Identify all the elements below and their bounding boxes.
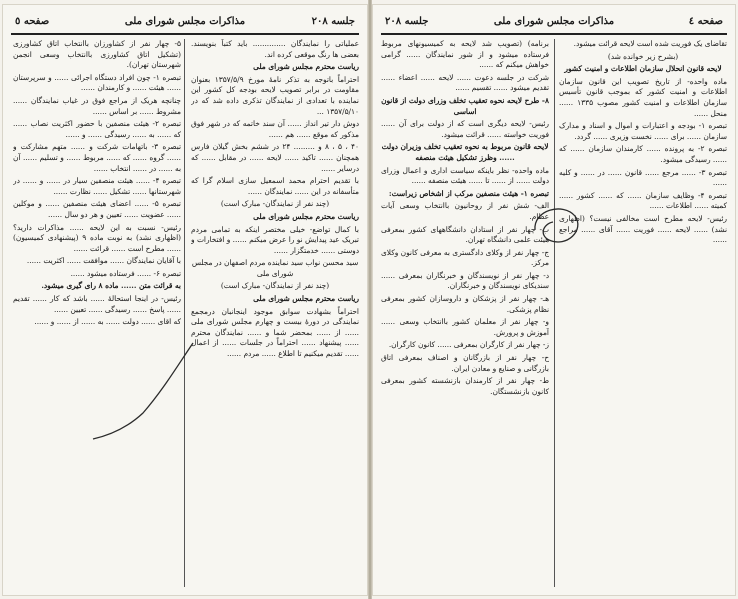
interjection: (بشرح زیر خوانده شد) xyxy=(607,51,679,61)
address-line: ریاست محترم مجلس شورای ملی xyxy=(253,62,359,72)
list-item: الف- شش نفر از روحانیون باانتخاب وسعی آیات عظام. xyxy=(381,201,549,221)
right-page-left-column xyxy=(381,39,549,589)
left-page xyxy=(2,4,368,596)
section-heading: ۸- طرح لایحه نحوه تعقیب تخلف وزرای دولت از قانون اساسی xyxy=(381,95,549,116)
paragraph: رئیس- نسبت به این لایحه ...... مذاکرات دارید؟ (اظهاری نشد) به نوبت ماده ۹ (پیشنهادی کمیسیون) ...... مطرح است ...... قرائت ...... xyxy=(13,222,181,253)
left-page-right-column xyxy=(191,39,359,589)
right-page-header xyxy=(381,13,727,35)
paragraph: با کمال تواضع- خیلی مختصر اینکه به تمامی مردم تبریک عید پیدایش نو را عرض میکنم ...... و افتخارات و دوستی ...... خدمتگزار ...... xyxy=(191,224,359,255)
paragraph: احتراماً باتوجه به تذکر نامهٔ مورخ ۱۳۵۷/۵/۹ بعنوان مقاومت در برابر تصویب لایحه بودجه کل کشور این نماینده با تعدادی از نمایندگان تذکری داده شد که در ۱۳۵۷/۵/۱۰ ... xyxy=(191,74,359,116)
list-item: هـ- چهار نفر از پزشکان و داروسازان کشور بمعرفی نظام پزشکی. xyxy=(381,294,549,314)
list-item: ح- چهار نفر از بازرگانان و اصناف بمعرفی اتاق بازرگانی و صنایع و معادن ایران. xyxy=(381,353,549,373)
right-page xyxy=(372,4,736,596)
paragraph: رئیس- لایحه مطرح است مخالفی نیست؟ (اظهاری نشد) ...... لایحه ...... فوریت ...... آقای ...... مراجع ...... xyxy=(559,213,727,245)
paragraph: تقاضای یک فوریت شده است لایحه قرائت میشود. xyxy=(573,39,727,48)
right-column-divider xyxy=(554,39,555,587)
paragraph: تبصره ۴- ...... هیئت منصفین سیار در ...... و ...... در شهرستانها ...... تشکیل ...... نظارت ...... xyxy=(13,176,181,196)
left-page-left-column xyxy=(13,39,181,589)
paragraph: که اقای ...... دولت ...... به ...... از ...... و ...... xyxy=(34,317,181,327)
paragraph: ماده واحده- از تاریخ تصویب این قانون سازمان اطلاعات و امنیت کشور که بموجب قانون تأسیس سازمان اطلاعات و امنیت کشور مصوب ۱۳۳۵ ...... منحل ...... xyxy=(559,76,727,118)
right-page-number: صفحه ٤ xyxy=(688,16,723,27)
paragraph: تبصره ۱- بودجه و اعتبارات و اموال و اسناد و مدارک سازمان ...... برای ...... نخست وزیری ...... گردد. xyxy=(559,121,727,141)
list-item: و- چهار نفر از معلمان کشور باانتخاب وسعی ...... آموزش و پرورش. xyxy=(381,317,549,337)
paragraph: تبصره ۱- هیئت منصفین مرکب از اشخاص زیراست: xyxy=(388,188,549,198)
interjection: (چند نفر از نمایندگان- مبارک است) xyxy=(220,281,330,291)
list-item: د- چهار نفر از نویسندگان و خبرنگاران بمعرفی ...... سندیکای نویسندگان و خبرنگاران. xyxy=(381,270,549,291)
paragraph: تبصره ۲- هیئت منصفین با حضور اکثریت نصاب ...... که ...... به ...... رسیدگی ...... و ...... xyxy=(13,119,181,139)
paragraph: دوش دار تیر انداز ...... آن سند خاتمه که در شهر فوق مذکور که موقع ...... هم ...... xyxy=(191,119,359,139)
address-line: ریاست محترم مجلس شورای ملی xyxy=(253,294,359,304)
paragraph: تبصره ۲- به پرونده ...... کارمندان سازمان ...... که ...... رسیدگی میشود. xyxy=(559,144,727,164)
signature-line: سید محسن نواب سید نماینده مردم اصفهان در مجلس شورای ملی xyxy=(191,258,359,278)
paragraph: رئیس- در اینجا استحالهٔ ...... باشد که کار ...... تقدیم ...... پاسخ ...... رسیدگی ...... تعیین ...... xyxy=(13,294,181,314)
paragraph: عملیاتی را نمایندگان .............. باید کتباً بنویسند. بعضی ها رنگ موقعی کرده اند. xyxy=(191,39,359,59)
list-item: ز- چهار نفر از کارگران بمعرفی ...... کانون کارگران. xyxy=(388,340,549,350)
paragraph: با آقایان نمایندگان ...... موافقت ...... اکثریت ...... xyxy=(26,256,181,266)
paragraph: احتراماً بشهادت سوابق موجود اینجانبان درمجمع نمایندگی در دورهٔ بیست و چهارم مجلس شورای ملی ...... از ...... بمحضر شما و ...... نمایندگان محترم ...... پیشنهاد ...... احتراماً در جلسات ...... از اعمال ...... تقدیم میکنیم تا اطلاع ...... مردم ...... xyxy=(191,306,359,359)
paragraph: تبصره ۶- ...... فرستاده میشود ...... xyxy=(70,268,181,278)
paragraph: تبصره ۴- وظایف سازمان ...... که ...... کشور ...... کمیته ...... اطلاعات ...... xyxy=(559,190,727,211)
right-page-session: جلسه ۲۰۸ xyxy=(385,16,429,27)
section-heading: لایحه قانون انحلال سازمان اطلاعات و امنیت کشور xyxy=(564,64,722,74)
paragraph: رئیس- لایحه دیگری است که از دولت برای آن ...... فوریت خواسته ...... قرائت میشود. xyxy=(381,119,549,139)
paragraph: به قرائت متن ...... ماده ۸ رای گیری میشود. xyxy=(41,281,181,291)
paragraph: با تقدیم احترام محمد اسمعیل سازی اسلام گرا که متأسفانه در این ...... نمایندگان ...... xyxy=(191,176,359,196)
left-page-header xyxy=(11,13,359,35)
right-page-title: مذاکرات مجلس شورای ملی xyxy=(493,16,615,27)
list-item: ط- چهار نفر از کارمندان بازنشسته کشور بمعرفی کانون بازنشستگان. xyxy=(381,376,549,396)
section-heading: لایحه قانون مربوط به نحوه تعقیب تخلف وزیران دولت ...... وظرز تشکیل هیئت منصفه xyxy=(381,142,549,162)
paragraph: ۵- چهار نفر از کشاورزان باانتخاب اتاق کشاورزی (تشکیل اتاق کشاورزی باانتخاب وسعی انجمن شهرستان تهران). xyxy=(13,39,181,70)
paragraph: شرکت در جلسه دعوت ...... لایحه ...... اعضاء ...... تقدیم میشود ...... تقسیم ...... xyxy=(381,72,549,93)
left-page-number: صفحه ٥ xyxy=(15,16,50,27)
paragraph: چنانچه هریک از مراجع فوق در غیاب نمایندگان ...... مشروط ...... بر اساس ...... xyxy=(13,95,181,116)
paragraph: تبصره ۳- ...... مرجع ...... قانون ...... در ...... و کلیه ...... xyxy=(559,167,727,188)
paragraph: ۴۰ ، ۵ ، ۸ و ......... ۲۴ در ششم بخش گیلان فارس همچنان ...... تاکید ...... لایحه ...... در مقابل ...... که درسایر ...... xyxy=(191,142,359,173)
paragraph: تبصره ۱- چون افراد دستگاه اجرائی ...... و سرپرستان ...... هیئت ...... و کارمندان ...... xyxy=(13,72,181,93)
paragraph: تبصره ۵- ...... اعضای هیئت منصفین ...... و موکلین ...... عضویت ...... تعیین و هر دو سال ...... xyxy=(13,199,181,219)
list-item: ج- چهار نفر از وکلای دادگستری به معرفی کانون وکلای مرکز. xyxy=(381,247,549,268)
right-page-right-column xyxy=(559,39,727,589)
interjection: (چند نفر از نمایندگان- مبارک است) xyxy=(220,199,330,209)
left-page-title: مذاکرات مجلس شورای ملی xyxy=(124,16,246,27)
list-item: ب- چهار نفر از استادان دانشگاههای کشور بمعرفی هیئت علمی دانشگاه تهران. xyxy=(381,224,549,245)
paragraph: برنامه) (تصویب شد لایحه به کمیسیونهای مربوط فرستاده میشود و از شور نمایندگان ...... گرامی خواهش میکنم که ...... xyxy=(381,39,549,70)
paragraph: تبصره ۳- باتهامات شرکت و ...... متهم مشارکت و ...... گروه ...... که ...... مربوط ...... و تسلیم ...... آن به ...... در ...... انتخاب ...... xyxy=(13,142,181,173)
left-page-session: جلسه ۲۰۸ xyxy=(311,16,355,27)
paragraph: ماده واحده- نظر باینکه سیاست اداری و اعمال وزرای دولت ...... از ...... تا ...... هیئت منصفه ...... xyxy=(381,165,549,186)
address-line: ریاست محترم مجلس شورای ملی xyxy=(253,211,359,221)
left-column-divider xyxy=(184,39,185,587)
